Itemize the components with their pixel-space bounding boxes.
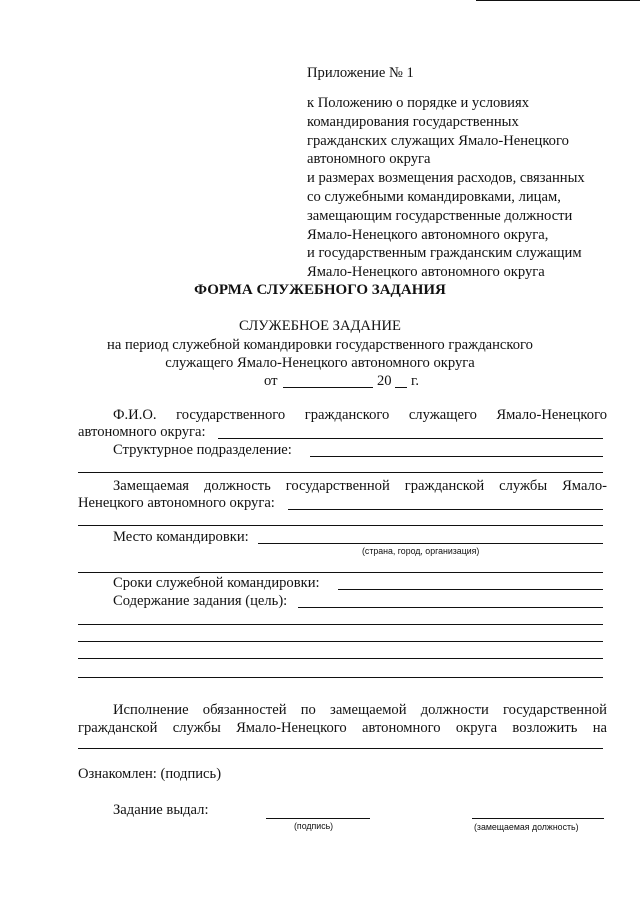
signature-field[interactable]: [266, 818, 370, 819]
department-label: Структурное подразделение:: [113, 442, 292, 458]
content-line[interactable]: [78, 658, 603, 659]
task-date-year: 20: [377, 373, 392, 389]
appendix-line: замещающим государственные должности: [307, 207, 573, 224]
issuer-position-field[interactable]: [472, 818, 604, 819]
duties-field[interactable]: [78, 748, 603, 749]
appendix-line: к Положению о порядке и условиях: [307, 95, 529, 111]
issued-by-label: Задание выдал:: [113, 802, 209, 818]
content-line[interactable]: [78, 641, 603, 642]
fio-field[interactable]: [218, 438, 603, 439]
destination-hint: (страна, город, организация): [362, 546, 480, 556]
task-date-suffix: г.: [411, 373, 419, 389]
form-title: ФОРМА СЛУЖЕБНОГО ЗАДАНИЯ: [194, 282, 446, 298]
appendix-line: и размерах возмещения расходов, связанных: [307, 170, 585, 187]
duties-line1: Исполнение обязанностей по замещаемой должности государственной: [113, 702, 607, 718]
appendix-text: [307, 94, 585, 282]
dates-field[interactable]: [338, 589, 603, 590]
destination-label: Место командировки:: [113, 529, 249, 545]
signature-hint: (подпись): [294, 821, 334, 831]
fio-label-line1: Ф.И.О. государственного гражданского служащего Ямало-Ненецкого: [113, 407, 607, 423]
content-line[interactable]: [78, 677, 603, 678]
destination-field-extra[interactable]: [78, 572, 603, 573]
date-blank[interactable]: [283, 387, 373, 388]
department-field-extra[interactable]: [78, 472, 603, 473]
appendix-line: Ямало-Ненецкого автономного округа,: [307, 226, 549, 243]
destination-field[interactable]: [258, 543, 603, 544]
content-field[interactable]: [298, 607, 603, 608]
appendix-line: со служебными командировками, лицам,: [307, 188, 561, 205]
appendix-line: и государственным гражданским служащим: [307, 245, 582, 262]
issuer-position-hint: (замещаемая должность): [474, 822, 579, 832]
position-field[interactable]: [288, 509, 603, 510]
task-date-from: от: [264, 373, 278, 389]
task-title: СЛУЖЕБНОЕ ЗАДАНИЕ: [239, 318, 401, 334]
task-subtitle-2: служащего Ямало-Ненецкого автономного округа: [165, 355, 475, 371]
appendix-line: Ямало-Ненецкого автономного округа: [307, 264, 545, 281]
content-label: Содержание задания (цель):: [113, 593, 288, 609]
appendix-line: гражданских служащих Ямало-Ненецкого: [307, 132, 569, 149]
year-blank[interactable]: [395, 387, 407, 388]
acquainted-label: Ознакомлен: (подпись): [78, 766, 222, 782]
top-edge-line: [476, 0, 640, 1]
position-label-line1: Замещаемая должность государственной гражданской службы Ямало-: [113, 478, 607, 494]
appendix-line: автономного округа: [307, 151, 431, 168]
dates-label: Сроки служебной командировки:: [113, 575, 320, 591]
position-label-line2: Ненецкого автономного округа:: [78, 495, 275, 511]
position-field-extra[interactable]: [78, 525, 603, 526]
task-subtitle-1: на период служебной командировки государственного гражданского: [107, 337, 533, 353]
appendix-title: Приложение № 1: [307, 65, 414, 81]
appendix-line: командирования государственных: [307, 113, 519, 130]
fio-label-line2: автономного округа:: [78, 424, 206, 440]
content-line[interactable]: [78, 624, 603, 625]
duties-line2: гражданской службы Ямало-Ненецкого автономного округа возложить на: [78, 720, 607, 736]
department-field[interactable]: [310, 456, 603, 457]
